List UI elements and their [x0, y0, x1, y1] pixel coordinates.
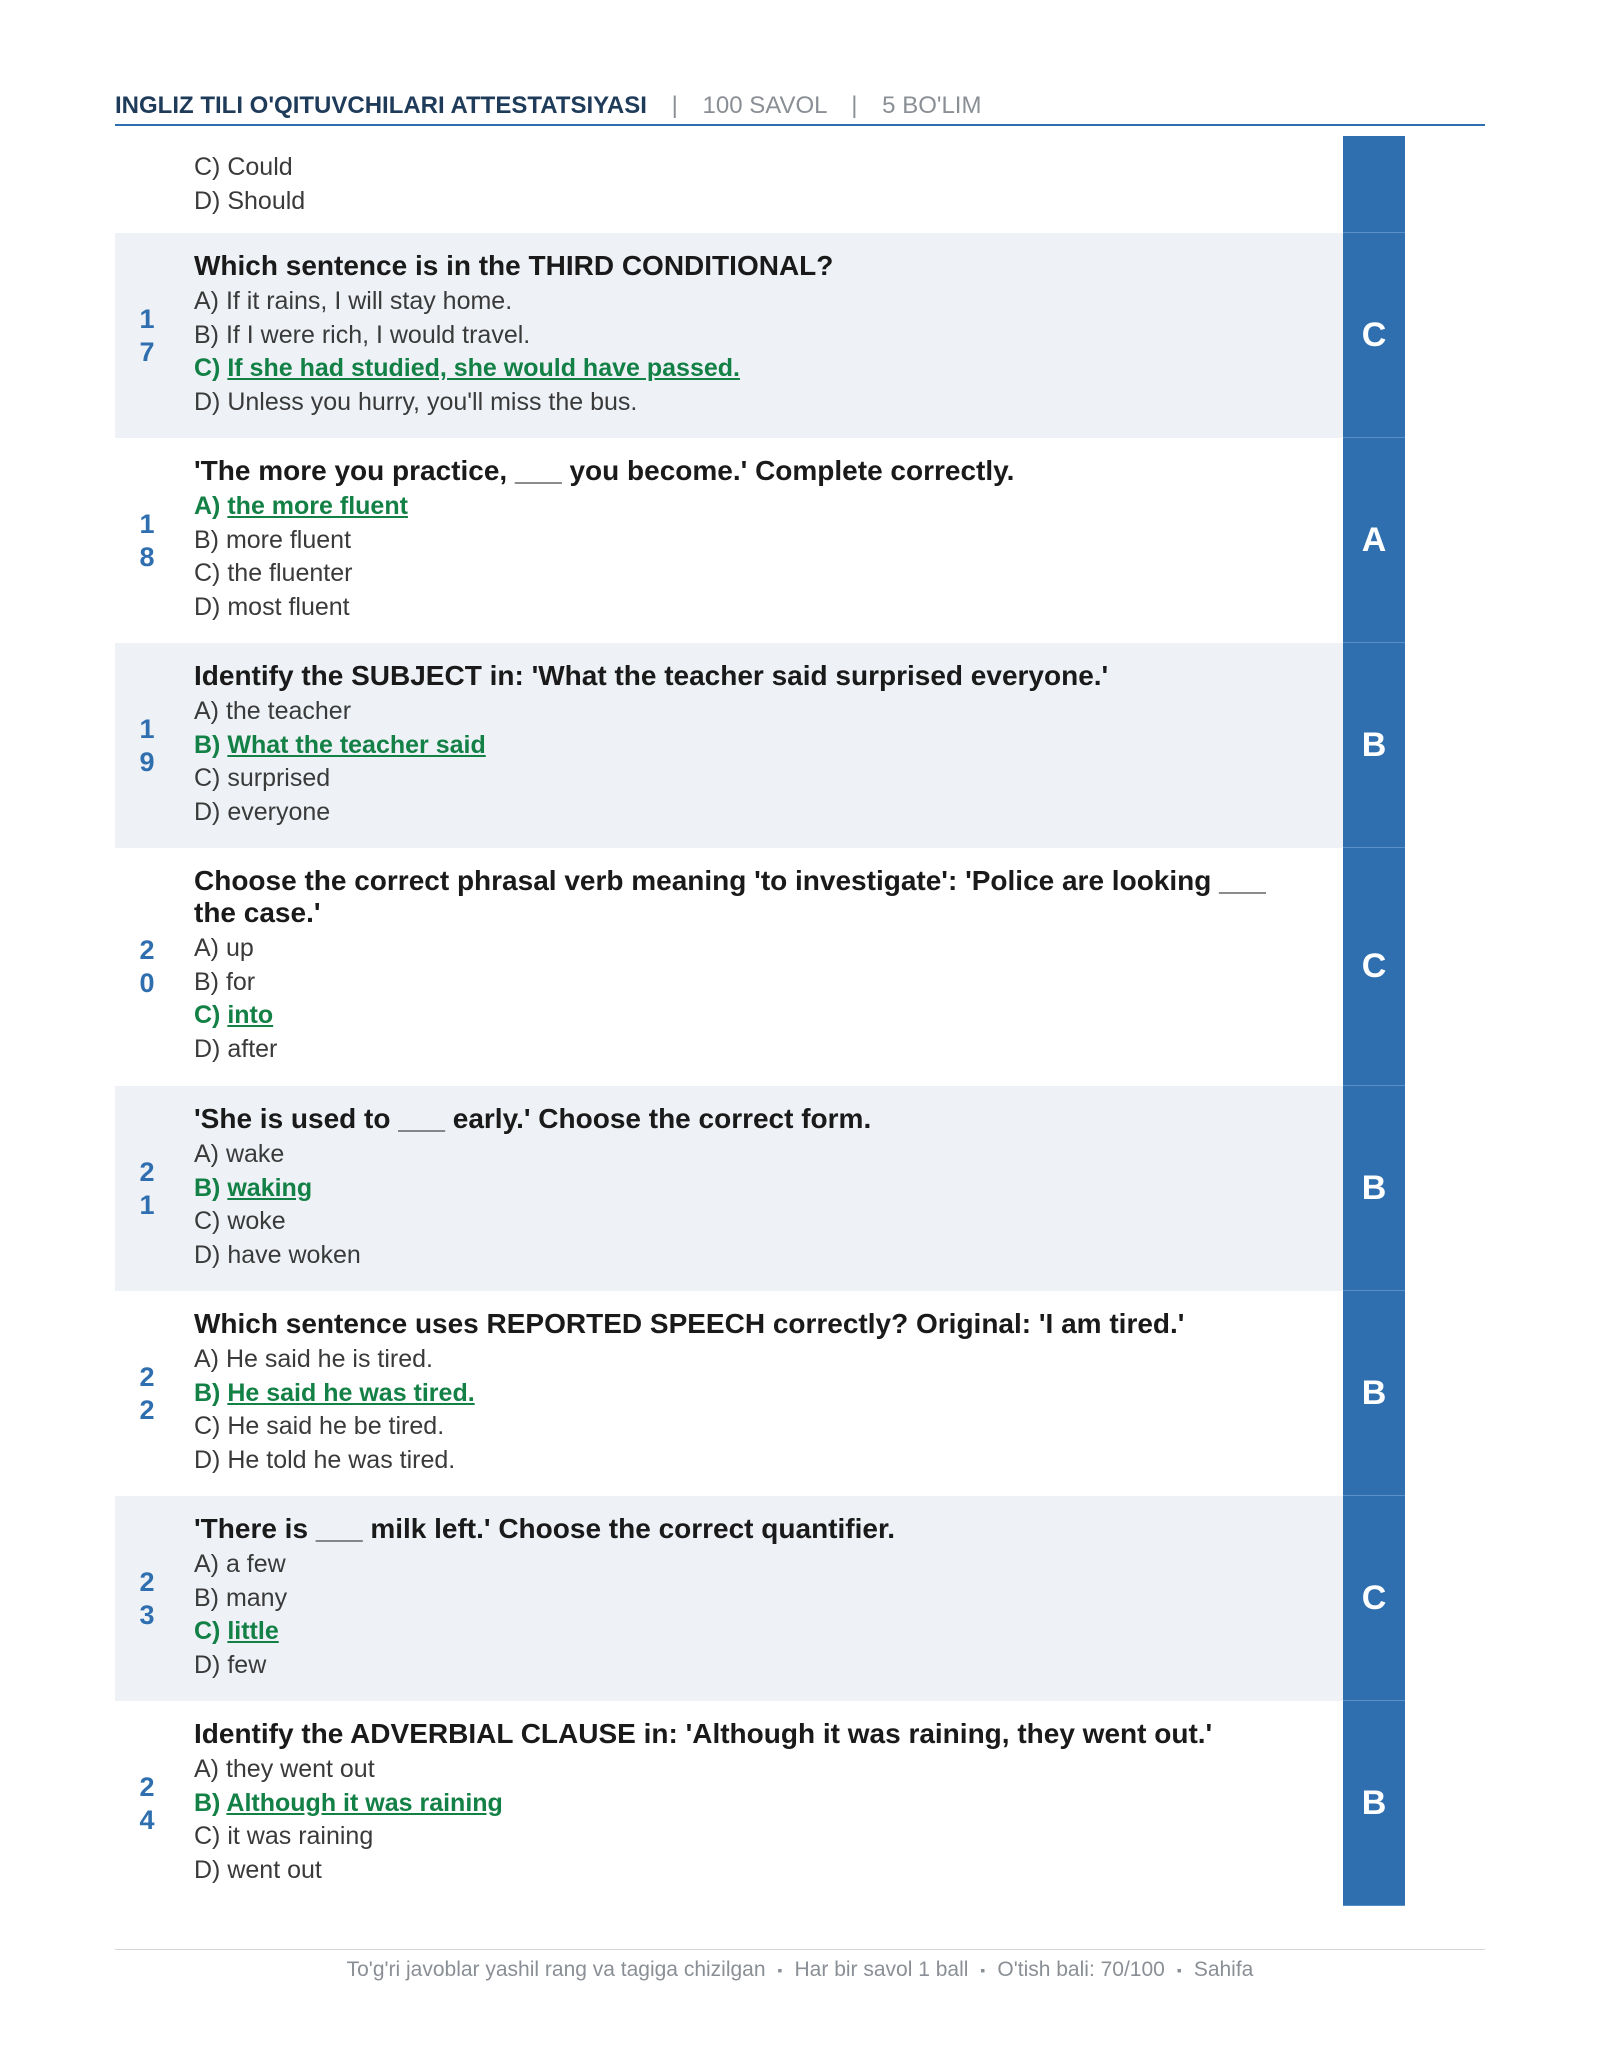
- option-text: it was raining: [227, 1822, 374, 1850]
- option-letter: A): [194, 1755, 219, 1783]
- footer-separator: ▪: [980, 1962, 986, 1979]
- footer-separator: ▪: [777, 1962, 783, 1979]
- correct-option: [194, 490, 1314, 524]
- question-number: [115, 1701, 179, 1906]
- option-text: the fluenter: [227, 559, 353, 587]
- option-line: [194, 1205, 1314, 1239]
- question-content: [194, 438, 1314, 624]
- option-letter: C): [194, 559, 221, 587]
- question-content: [194, 233, 1314, 419]
- option-line: [194, 1410, 1314, 1444]
- question-number: [115, 1086, 179, 1291]
- footer-separator: ▪: [1176, 1962, 1182, 1979]
- option-text: most fluent: [227, 592, 350, 621]
- option-letter: B): [194, 1173, 221, 1202]
- question-text: Identify the ADVERBIAL CLAUSE in: 'Although it was raining, they went out.': [194, 1718, 1213, 1749]
- option-letter: D): [194, 1034, 221, 1063]
- question-number-digit: 1: [139, 713, 155, 744]
- question-row: [115, 1701, 1405, 1906]
- question-text: Choose the correct phrasal verb meaning 'to investigate': 'Police are looking ___ the case.': [194, 865, 1266, 928]
- option-line: [194, 932, 1314, 966]
- option-letter: B): [194, 730, 221, 759]
- option-text: more fluent: [225, 525, 352, 554]
- question-number-digit: 2: [139, 1566, 155, 1597]
- option-letter: A): [194, 934, 219, 962]
- option-text: wake: [225, 1140, 285, 1168]
- answer-key-badge: A: [1343, 438, 1405, 643]
- footer-text: To'g'ri javoblar yashil rang va tagiga chizilgan: [346, 1958, 766, 1981]
- question-number-digit: 7: [139, 336, 155, 367]
- option-text: He said he be tired.: [227, 1412, 445, 1440]
- option-line: [194, 1854, 1314, 1888]
- footer-text: O'tish bali: 70/100: [997, 1958, 1165, 1981]
- question-content: [194, 1291, 1314, 1477]
- option-text: If I were rich, I would travel.: [225, 320, 531, 349]
- question-number: [115, 848, 179, 1086]
- option-text: Should: [227, 186, 306, 215]
- option-text: surprised: [227, 764, 331, 792]
- question-content: [194, 1086, 1314, 1272]
- question-content: [194, 1701, 1314, 1887]
- question-number: [115, 643, 179, 848]
- option-line: [194, 285, 1314, 319]
- option-letter: B): [194, 1583, 219, 1612]
- question-text: Which sentence uses REPORTED SPEECH correctly? Original: 'I am tired.': [194, 1308, 1185, 1339]
- option-letter: B): [194, 967, 219, 996]
- question-text: 'There is ___ milk left.' Choose the correct quantifier.: [194, 1513, 896, 1544]
- option-text: the more fluent: [227, 492, 408, 520]
- question-text: Identify the SUBJECT in: 'What the teacher said surprised everyone.': [194, 660, 1109, 691]
- question-number-digit: 9: [139, 746, 155, 777]
- option-line: [194, 1343, 1314, 1377]
- option-letter: C): [194, 1822, 221, 1850]
- page-header: [115, 88, 1485, 126]
- option-text: many: [225, 1583, 288, 1612]
- option-line: [194, 762, 1314, 796]
- footer-divider: [115, 1949, 1485, 1950]
- answer-key-badge: C: [1343, 848, 1405, 1086]
- question-number-digit: 3: [139, 1599, 155, 1630]
- option-letter: A): [194, 1140, 219, 1168]
- option-text: into: [227, 1001, 274, 1029]
- option-letter: A): [194, 492, 221, 520]
- option-letter: C): [194, 153, 221, 181]
- question-number-digit: 1: [139, 1189, 155, 1220]
- question-row: [115, 438, 1405, 643]
- question-number: [115, 1496, 179, 1701]
- footer-text: Har bir savol 1 ball: [794, 1958, 969, 1981]
- option-letter: C): [194, 1207, 221, 1235]
- option-text: He told he was tired.: [227, 1445, 456, 1474]
- question-number-digit: 8: [139, 541, 155, 572]
- question-row: [115, 1291, 1405, 1496]
- header-separator: |: [671, 92, 678, 119]
- question-content: [194, 643, 1314, 829]
- correct-option: [194, 1172, 1314, 1206]
- option-letter: B): [194, 1378, 221, 1407]
- option-letter: D): [194, 186, 221, 215]
- question-row: [115, 643, 1405, 848]
- option-text: up: [225, 934, 254, 962]
- correct-option: [194, 1377, 1314, 1411]
- option-text: If it rains, I will stay home.: [225, 287, 513, 315]
- option-line: [194, 695, 1314, 729]
- option-line: [194, 185, 1314, 219]
- option-line: [194, 591, 1314, 625]
- option-text: What the teacher said: [227, 730, 486, 759]
- option-text: Although it was raining: [226, 1788, 503, 1817]
- header-separator: |: [851, 92, 858, 119]
- option-line: [194, 1582, 1314, 1616]
- question-content: [194, 136, 1314, 218]
- question-content: [194, 1496, 1314, 1682]
- option-line: [194, 796, 1314, 830]
- option-text: waking: [227, 1173, 313, 1202]
- question-count: 100 SAVOL: [702, 92, 827, 119]
- correct-option: [194, 999, 1314, 1033]
- option-text: Unless you hurry, you'll miss the bus.: [227, 387, 638, 416]
- option-text: after: [227, 1034, 278, 1063]
- question-number-digit: 1: [139, 508, 155, 539]
- correct-option: [194, 1787, 1314, 1821]
- option-letter: D): [194, 1240, 221, 1269]
- option-letter: C): [194, 764, 221, 792]
- option-text: have woken: [227, 1240, 361, 1269]
- option-line: [194, 1548, 1314, 1582]
- question-content: [194, 848, 1314, 1066]
- option-letter: D): [194, 1855, 221, 1884]
- question-number-digit: 2: [139, 935, 155, 965]
- option-text: they went out: [225, 1755, 375, 1783]
- option-text: for: [225, 967, 256, 996]
- question-number-digit: 2: [139, 1771, 155, 1802]
- option-letter: D): [194, 1650, 221, 1679]
- question-row: [115, 233, 1405, 438]
- question-number-digit: 2: [139, 1361, 155, 1392]
- option-line: [194, 1239, 1314, 1273]
- footer-text: Sahifa: [1193, 1958, 1254, 1981]
- option-line: [194, 966, 1314, 1000]
- option-line: [194, 524, 1314, 558]
- question-row: [115, 1086, 1405, 1291]
- option-letter: B): [194, 320, 219, 349]
- option-line: [194, 151, 1314, 185]
- section-count: 5 BO'LIM: [882, 92, 982, 119]
- question-number: [115, 1291, 179, 1496]
- question-number-digit: 1: [139, 303, 155, 334]
- option-letter: D): [194, 592, 221, 621]
- option-letter: D): [194, 1445, 221, 1474]
- option-line: [194, 1649, 1314, 1683]
- option-text: woke: [227, 1207, 286, 1235]
- option-line: [194, 1820, 1314, 1854]
- option-letter: D): [194, 387, 221, 416]
- option-text: everyone: [227, 797, 331, 826]
- option-text: a few: [225, 1550, 286, 1578]
- option-line: [194, 1138, 1314, 1172]
- question-number-digit: 0: [139, 968, 155, 998]
- option-text: little: [227, 1617, 279, 1645]
- question-number: [115, 233, 179, 438]
- option-letter: C): [194, 1617, 221, 1645]
- option-line: [194, 1444, 1314, 1478]
- option-text: If she had studied, she would have passed.: [227, 354, 740, 382]
- correct-option: [194, 1615, 1314, 1649]
- option-letter: C): [194, 354, 221, 382]
- option-letter: B): [194, 525, 219, 554]
- option-text: few: [227, 1650, 267, 1679]
- question-number-digit: 4: [139, 1804, 155, 1835]
- option-letter: A): [194, 697, 219, 725]
- option-letter: A): [194, 1345, 219, 1373]
- question-row: [115, 848, 1405, 1086]
- document-title: INGLIZ TILI O'QITUVCHILARI ATTESTATSIYASI: [115, 92, 647, 119]
- question-text: 'The more you practice, ___ you become.' Complete correctly.: [194, 455, 1015, 486]
- option-line: [194, 1033, 1314, 1067]
- option-line: [194, 319, 1314, 353]
- question-row-continued: [115, 136, 1405, 233]
- question-number-digit: 2: [139, 1394, 155, 1425]
- option-line: [194, 1753, 1314, 1787]
- option-letter: C): [194, 1412, 221, 1440]
- answer-key-badge: B: [1343, 1086, 1405, 1291]
- answer-key-badge: C: [1343, 1496, 1405, 1701]
- option-line: [194, 386, 1314, 420]
- question-row: [115, 1496, 1405, 1701]
- option-letter: A): [194, 1550, 219, 1578]
- answer-key-badge: B: [1343, 1291, 1405, 1496]
- option-text: the teacher: [225, 697, 352, 725]
- option-letter: C): [194, 1001, 221, 1029]
- page-footer: [115, 1955, 1485, 1985]
- answer-key-badge: B: [1343, 1701, 1405, 1906]
- option-text: went out: [227, 1855, 322, 1884]
- option-letter: A): [194, 287, 219, 315]
- correct-option: [194, 729, 1314, 763]
- option-text: He said he was tired.: [227, 1378, 475, 1407]
- option-text: He said he is tired.: [225, 1345, 433, 1373]
- question-number-digit: 2: [139, 1156, 155, 1187]
- question-table: [115, 136, 1405, 1906]
- option-letter: B): [194, 1788, 221, 1817]
- option-text: Could: [227, 153, 293, 181]
- option-letter: D): [194, 797, 221, 826]
- option-line: [194, 557, 1314, 591]
- answer-box: [1343, 136, 1405, 233]
- answer-key-badge: C: [1343, 233, 1405, 438]
- question-text: Which sentence is in the THIRD CONDITIONAL?: [194, 250, 834, 281]
- question-text: 'She is used to ___ early.' Choose the correct form.: [194, 1103, 872, 1134]
- correct-option: [194, 352, 1314, 386]
- question-number: [115, 438, 179, 643]
- answer-key-badge: B: [1343, 643, 1405, 848]
